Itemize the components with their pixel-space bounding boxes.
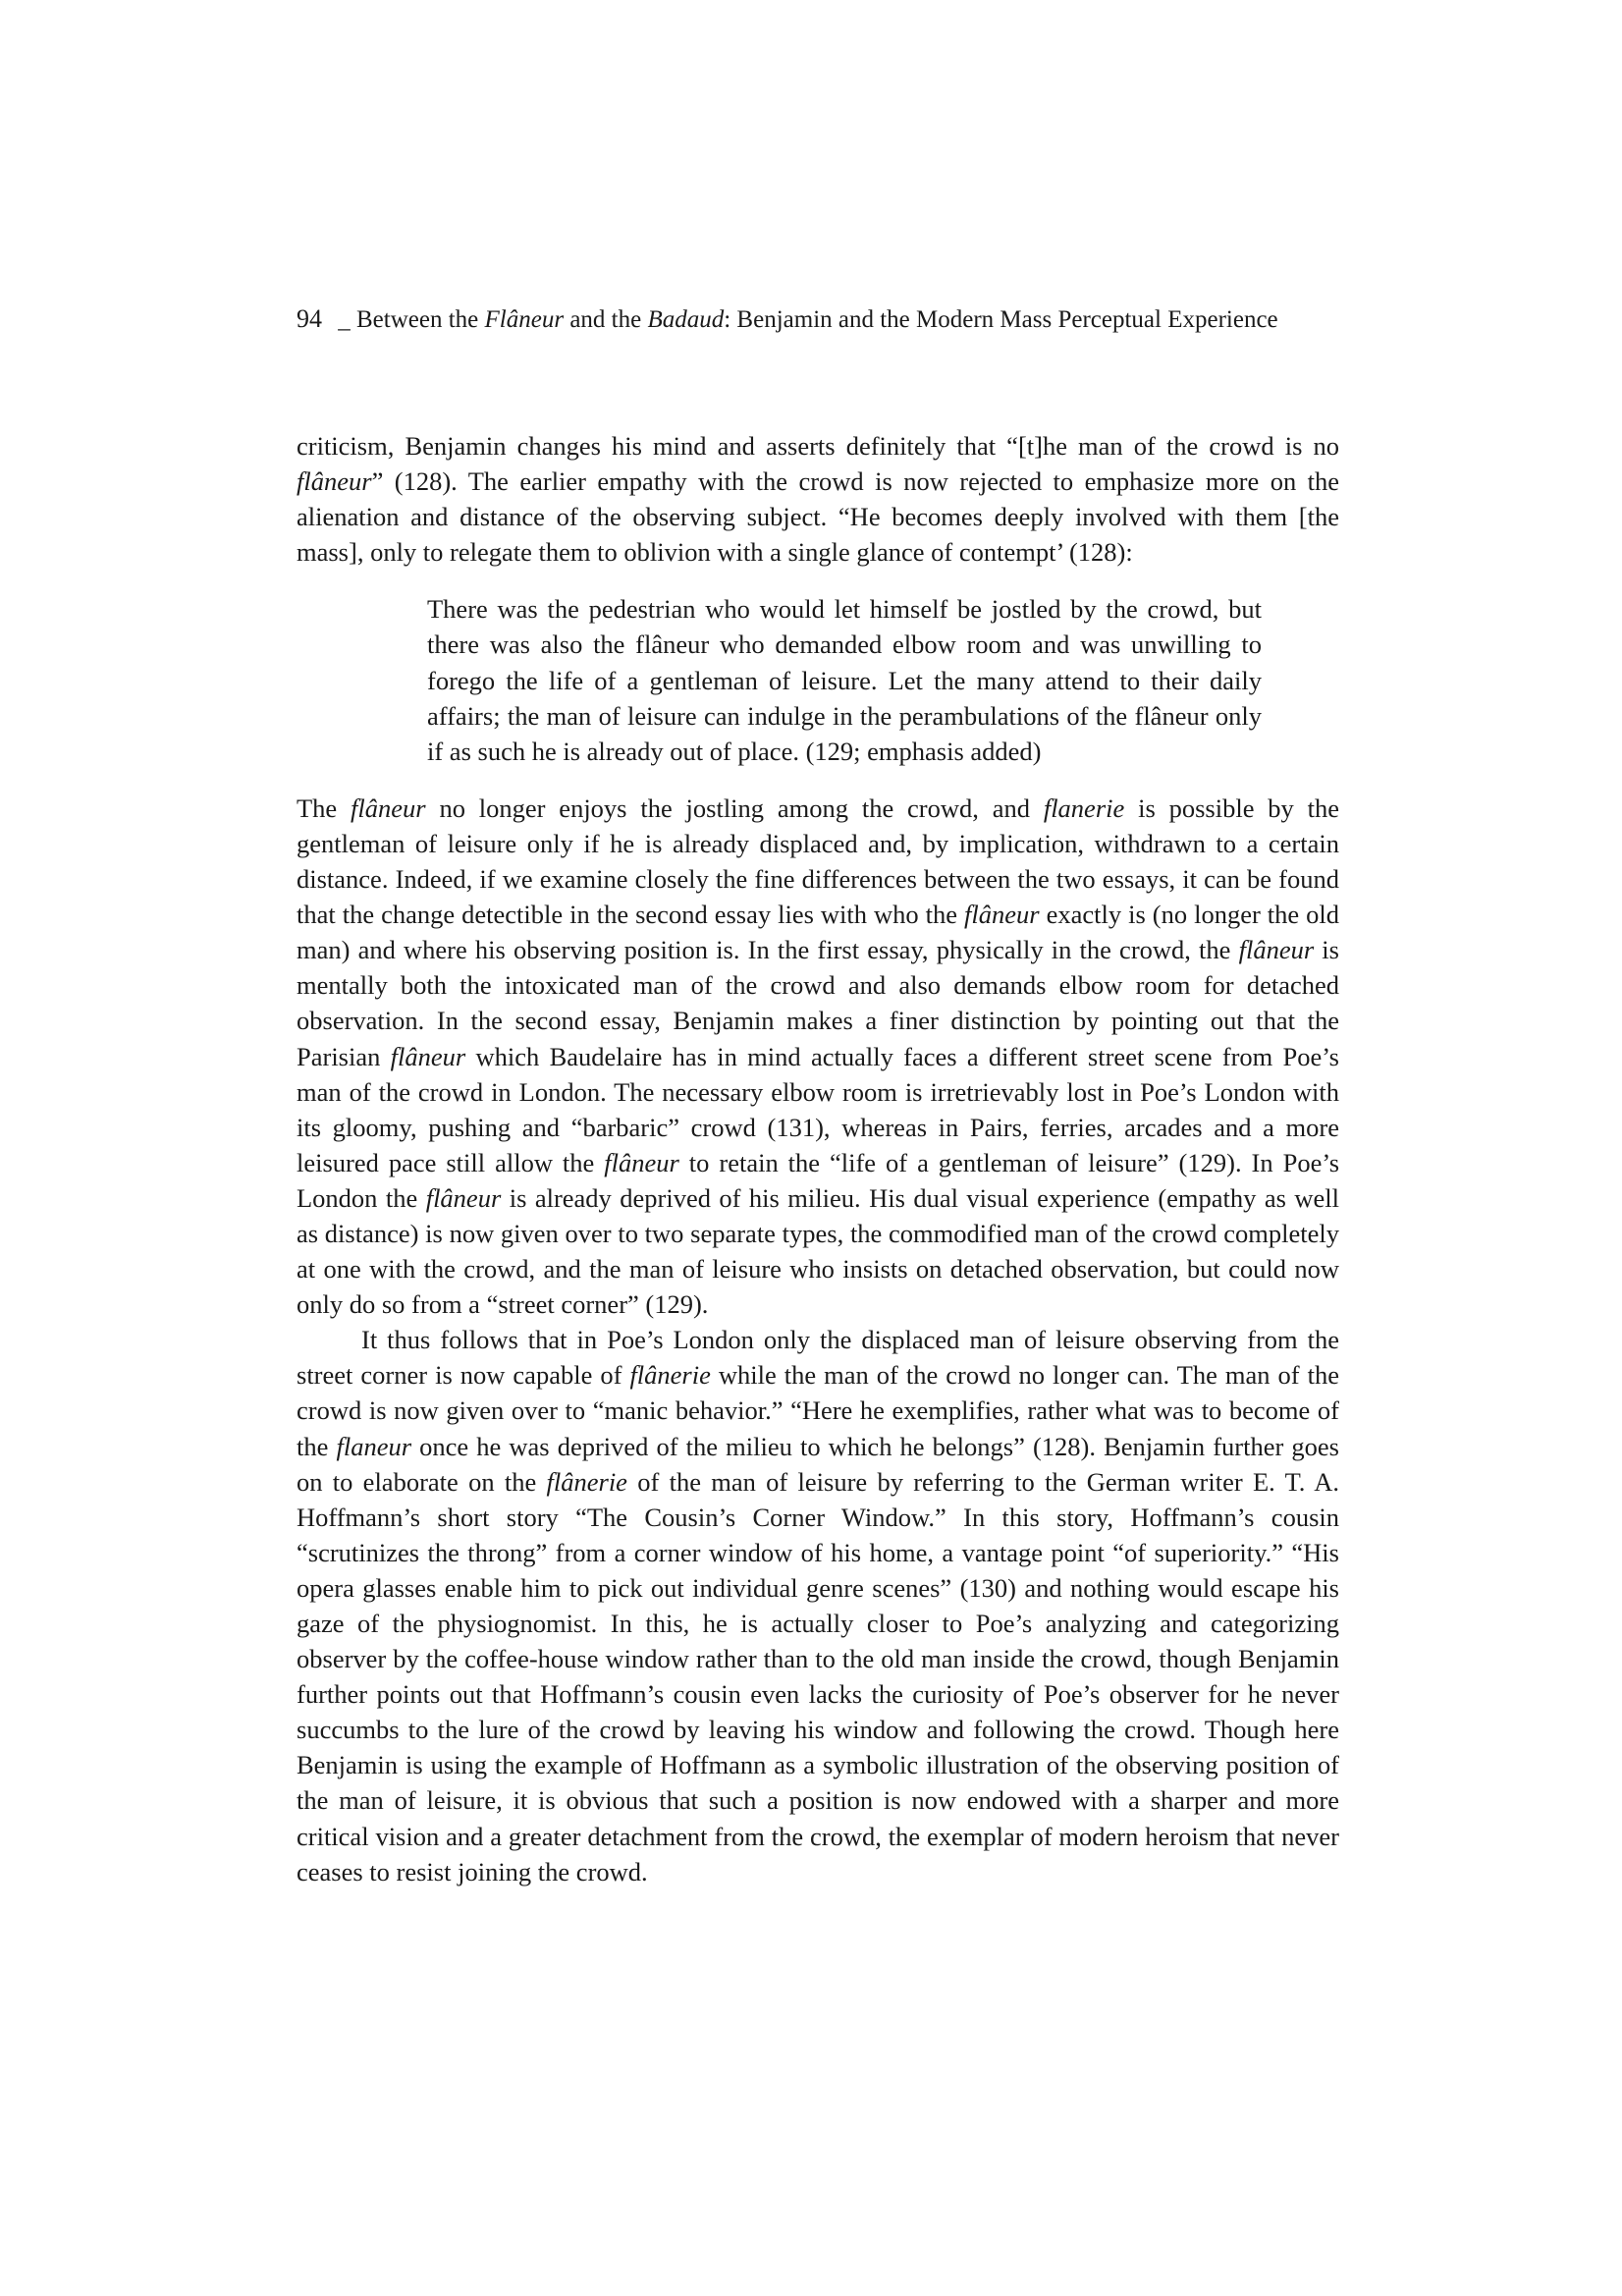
text-run: which Baudelaire has in mind actually faces a different street scene from Poe’s man of the crowd in London. The necessary elbow room is irretrievably lost in Poe’s London with its gloomy, pushing and “barbaric” crowd (131), whereas in Pairs, ferries, arcades and a more leisured pace still allow the bbox=[297, 1041, 1339, 1177]
text-run: It thus follows that in Poe’s London only the displaced man of leisure observing from the street corner is now capable of bbox=[297, 1325, 1339, 1391]
italic-term: flâneur bbox=[425, 1182, 502, 1213]
italic-term: flâneur bbox=[604, 1147, 679, 1177]
italic-term: flâneur bbox=[1238, 935, 1315, 965]
italic-term: flâneur bbox=[297, 466, 372, 497]
italic-term: flânerie bbox=[546, 1466, 627, 1497]
text-run: once he was deprived of the milieu to which he belongs” (128). Benjamin further goes on to elaborate on the bbox=[297, 1431, 1339, 1497]
running-head bbox=[297, 302, 1278, 337]
text-run: no longer enjoys the jostling among the crowd, and bbox=[425, 793, 1044, 823]
block-quote bbox=[427, 591, 1262, 768]
text-run: The bbox=[297, 793, 351, 823]
paragraph bbox=[297, 428, 1339, 570]
text-run: is already deprived of his milieu. His dual visual experience (empathy as well as distance) is now given over to two separate types, the commodified man of the crowd completely at one with the crowd, and the man of leisure who insists on detached observation, but could now only do so from a “street corner” (129). bbox=[297, 1182, 1339, 1320]
italic-term: flânerie bbox=[629, 1360, 711, 1391]
text-run: criticism, Benjamin changes his mind and asserts definitely that “[t]he man of the crowd is no bbox=[297, 431, 1339, 461]
running-head-title-part: : Benjamin and the Modern Mass Perceptual Experience bbox=[724, 306, 1278, 333]
running-head-title-part: and the bbox=[564, 306, 648, 333]
italic-term: flâneur bbox=[964, 900, 1040, 930]
running-head-title bbox=[338, 306, 1277, 333]
italic-term: flanerie bbox=[1043, 793, 1125, 823]
text-run: while the man of the crowd no longer can. The man of the crowd is now given over to “manic behavior.” “Here he exemplifies, rather what was to become of the bbox=[297, 1360, 1339, 1461]
text-run: is mentally both the intoxicated man of the crowd and also demands elbow room for detached observation. In the second essay, Benjamin makes a finer distinction by pointing out that the Parisian bbox=[297, 935, 1339, 1071]
italic-term: flâneur bbox=[351, 793, 426, 823]
text-run: ” (128). The earlier empathy with the crowd is now rejected to emphasize more on the alienation and distance of the observing subject. “He becomes deeply involved with them [the mass], only to relegate them to oblivion with a single glance of contempt’ (128): bbox=[297, 466, 1339, 568]
paragraph bbox=[297, 791, 1339, 1322]
page-number: 94 bbox=[297, 304, 322, 333]
running-head-title-part: Flâneur bbox=[484, 306, 565, 333]
italic-term: flâneur bbox=[390, 1041, 466, 1071]
running-head-title-part: _ Between the bbox=[338, 306, 485, 333]
italic-term: flaneur bbox=[336, 1431, 412, 1461]
text-run: to retain the “life of a gentleman of leisure” (129). In Poe’s London the bbox=[297, 1147, 1340, 1213]
body-text bbox=[297, 428, 1339, 1889]
running-head-title-part: Badaud bbox=[647, 306, 725, 333]
paragraph bbox=[297, 1322, 1339, 1889]
text-run: exactly is (no longer the old man) and where his observing position is. In the first essay, physically in the crowd, the bbox=[297, 900, 1340, 965]
text-run: is possible by the gentleman of leisure only if he is already displaced and, by implication, withdrawn to a certain distance. Indeed, if we examine closely the fine differences between the two essays, it can be found that the change detectible in the second essay lies with who the bbox=[297, 793, 1340, 930]
text-run: of the man of leisure by referring to the German writer E. T. A. Hoffmann’s short story “The Cousin’s Corner Window.” In this story, Hoffmann’s cousin “scrutinizes the throng” from a corner window of his home, a vantage point “of superiority.” “His opera glasses enable him to pick out individual genre scenes” (130) and nothing would escape his gaze of the physiognomist. In this, he is actually closer to Poe’s analyzing and categorizing observer by the coffee-house window rather than to the old man inside the crowd, though Benjamin further points out that Hoffmann’s cousin even lacks the curiosity of Poe’s observer for he never succumbs to the lure of the crowd by leaving his window and following the crowd. Though here Benjamin is using the example of Hoffmann as a symbolic illustration of the observing position of the man of leisure, it is obvious that such a position is now endowed with a sharper and more critical vision and a greater detachment from the crowd, the exemplar of modern heroism that never ceases to resist joining the crowd. bbox=[297, 1466, 1339, 1886]
text-run: There was the pedestrian who would let himself be jostled by the crowd, but there was also the flâneur who demanded elbow room and was unwilling to forego the life of a gentleman of leisure. Let the many attend to their daily affairs; the man of leisure can indulge in the perambulations of the flâneur only if as such he is already out of place. (129; emphasis added) bbox=[427, 594, 1262, 766]
